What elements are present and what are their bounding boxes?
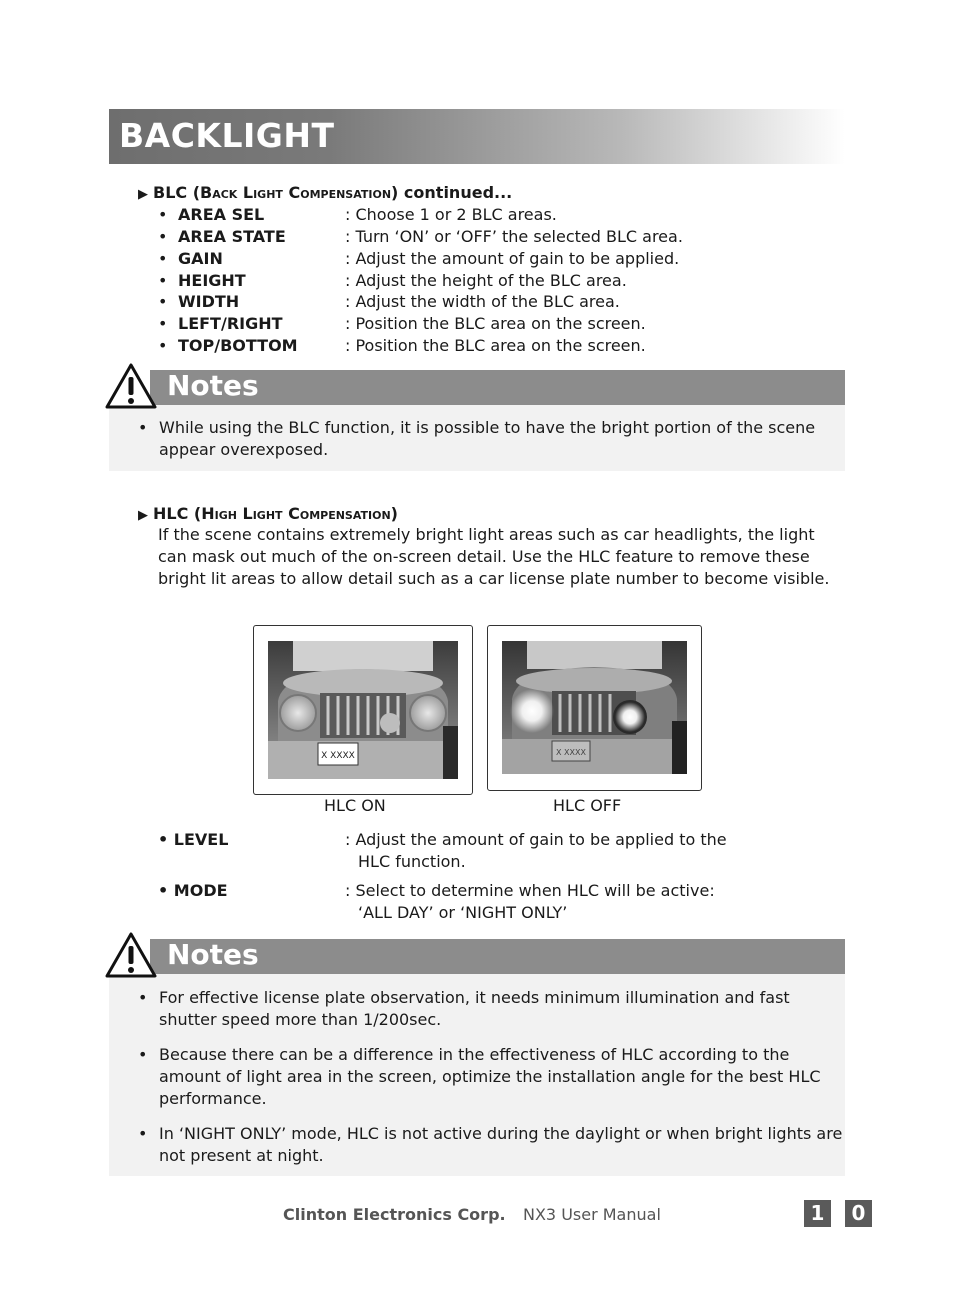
notes-label: Notes [167, 369, 259, 402]
arrow-icon: ▶ [138, 187, 148, 202]
hlc-heading: ▶ HLC (High Light Compensation) [138, 504, 398, 523]
notes-label: Notes [167, 938, 259, 971]
notes-bar [150, 370, 845, 405]
hlc-off-image [487, 625, 702, 791]
jeep-hlc-off-illustration [502, 641, 687, 774]
title-banner [109, 109, 845, 164]
warning-icon [104, 362, 158, 410]
page-number-digit: 1 [804, 1200, 831, 1227]
footer-company: Clinton Electronics Corp. [283, 1205, 506, 1224]
warning-icon [104, 931, 158, 979]
license-plate-text: X XXXX [556, 748, 586, 757]
footer-manual: NX3 User Manual [523, 1205, 661, 1224]
notes-bar [150, 939, 845, 974]
blc-heading: ▶ BLC (Back Light Compensation) continued... [138, 183, 513, 202]
jeep-hlc-on-illustration [268, 641, 458, 779]
caption-hlc-on: HLC ON [324, 796, 386, 815]
arrow-icon: ▶ [138, 508, 148, 523]
hlc-description: If the scene contains extremely bright light areas such as car headlights, the light can mask out much of the on-screen detail. Use the HLC feature to remove these bright lit areas to allow detail such as a car license plate number to become visible. [158, 525, 830, 588]
page-title: BACKLIGHT [119, 116, 335, 155]
caption-hlc-off: HLC OFF [553, 796, 622, 815]
page-number-digit: 0 [845, 1200, 872, 1227]
license-plate-text: X XXXX [321, 751, 355, 761]
hlc-on-image [253, 625, 473, 795]
